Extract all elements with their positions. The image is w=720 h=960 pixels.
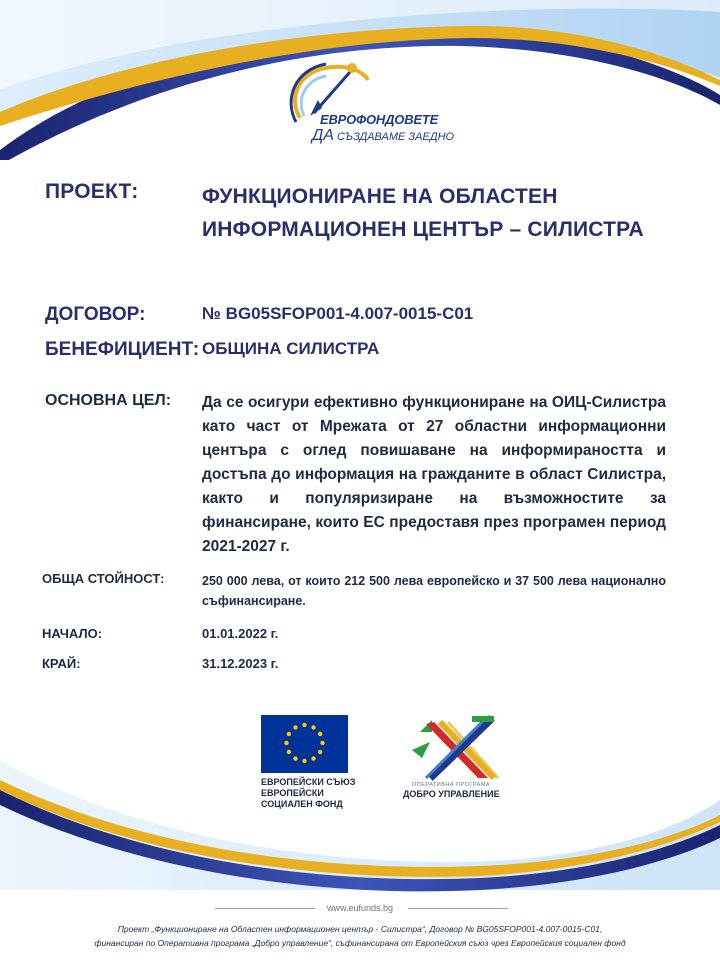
op-logo-caption: ДОБРО УПРАВЛЕНИЕ xyxy=(403,789,500,799)
eu-logo-caption xyxy=(261,777,355,810)
footer-disclaimer-line-1: Проект „Функциониране на Областен информационен център - Силистра“, Договор № BG05SFOP001-4.007-0015-C01, xyxy=(117,924,603,934)
logo-title: ЕВРОФОНДОВЕТЕ xyxy=(320,112,439,127)
op-good-governance-logo xyxy=(400,712,510,782)
eu-caption-line-2: ЕВРОПЕЙСКИ xyxy=(261,788,324,798)
op-logo-caption-small: ОПЕРАТИВНА ПРОГРАМА xyxy=(412,782,491,788)
footer-disclaimer-line-2: финансиран по Оперативна програма „Добро управление“, съфинансирана от Европейския съюз чрез Европейския социален фонд xyxy=(94,938,626,948)
contract-number: № BG05SFOP001-4.007-0015-C01 xyxy=(202,304,474,323)
contract-label: ДОГОВОР: xyxy=(45,304,146,325)
start-date: 01.01.2022 г. xyxy=(202,626,279,641)
goal-text: Да се осигури ефективно функциониране на ОИЦ-Силистра като част от Мрежата от 27 областни информационни центъра с оглед повишаване на информираността и достъпа до информация на гражданите в област Силистра, както и популяризиране на възможностите за финансиране, които ЕС предоставя през програмен период 2021-2027 г. xyxy=(202,394,666,555)
start-label: НАЧАЛО: xyxy=(42,626,103,641)
eu-caption-line-3: СОЦИАЛЕН ФОНД xyxy=(261,799,343,809)
footer-disclaimer xyxy=(20,922,700,950)
beneficiary-name: ОБЩИНА СИЛИСТРА xyxy=(202,339,380,358)
end-label: КРАЙ: xyxy=(42,656,81,671)
eu-stars-icon xyxy=(261,715,348,773)
end-date: 31.12.2023 г. xyxy=(202,656,279,671)
project-label: ПРОЕКТ: xyxy=(45,180,139,203)
total-cost-label: ОБЩА СТОЙНОСТ: xyxy=(42,571,165,586)
footer-divider-right xyxy=(408,908,508,909)
eu-caption-line-1: ЕВРОПЕЙСКИ СЪЮЗ xyxy=(261,777,356,787)
logo-subtitle-prefix: ДА xyxy=(312,127,334,144)
total-cost-text: 250 000 лева, от които 212 500 лева европейско и 37 500 лева национално съфинансиране. xyxy=(202,574,666,608)
goal-label: ОСНОВНА ЦЕЛ: xyxy=(45,392,172,409)
eu-flag-logo xyxy=(261,715,348,773)
logo-subtitle-rest: СЪЗДАВАМЕ ЗАЕДНО xyxy=(337,131,455,143)
project-title: ФУНКЦИОНИРАНЕ НА ОБЛАСТЕН ИНФОРМАЦИОНЕН ЦЕНТЪР – СИЛИСТРА xyxy=(202,185,644,241)
footer-website-link[interactable]: www.eufunds.bg xyxy=(326,903,394,913)
beneficiary-label: БЕНЕФИЦИЕНТ: xyxy=(45,339,200,360)
